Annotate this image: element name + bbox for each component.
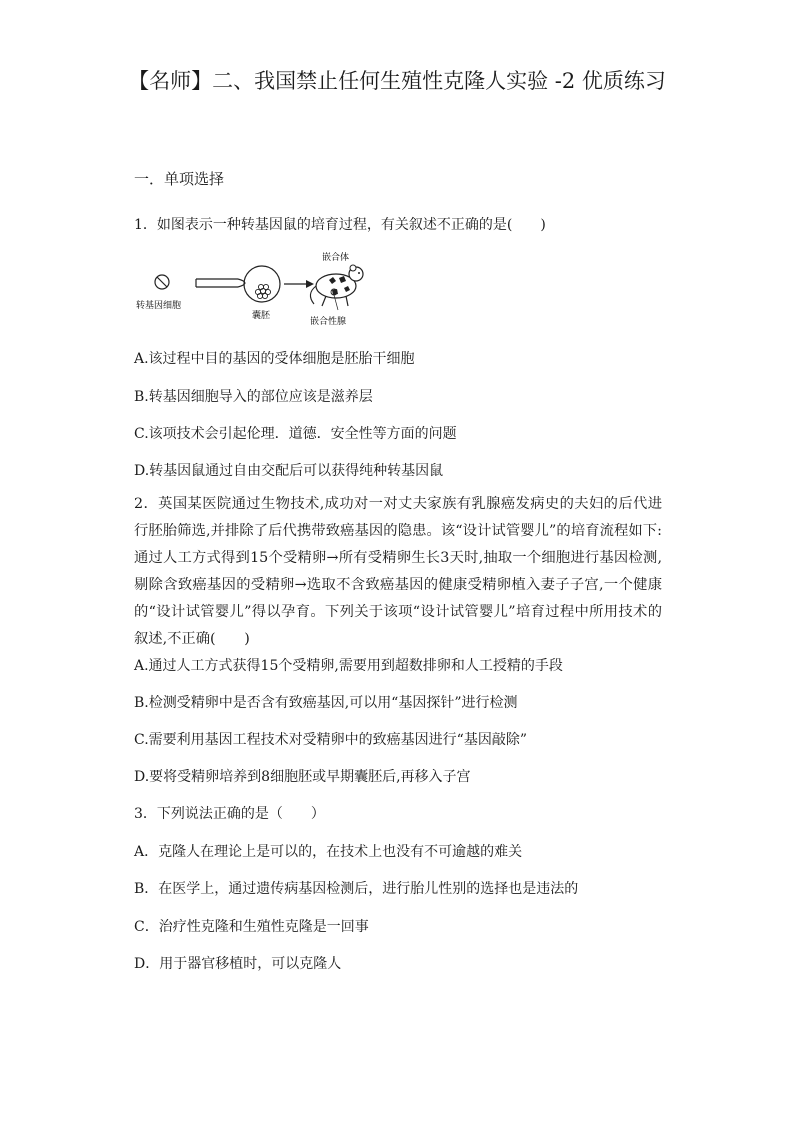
arrow-icon (284, 280, 314, 288)
label-chimera: 嵌合体 (322, 253, 350, 263)
label-blastocyst: 囊胚 (252, 311, 271, 321)
section-heading: 一．单项选择 (134, 170, 225, 188)
q3-option-c: C．治疗性克隆和生殖性克隆是一回事 (134, 919, 369, 935)
q2-option-a: A.通过人工方式获得15个受精卵,需要用到超数排卵和人工授精的手段 (134, 658, 563, 674)
q2-option-b: B.检测受精卵中是否含有致癌基因,可以用“基因探针”进行检测 (134, 695, 518, 711)
blastocyst-icon (244, 266, 280, 302)
pipette-icon (196, 279, 245, 287)
q1-option-c: C.该项技术会引起伦理．道德．安全性等方面的问题 (134, 426, 457, 442)
q3-option-a: A．克隆人在理论上是可以的，在技术上也没有不可逾越的难关 (134, 844, 523, 860)
figure-diagram (134, 244, 374, 334)
q3-option-b: B．在医学上，通过遗传病基因检测后，进行胎儿性别的选择也是违法的 (134, 881, 579, 897)
label-chimeric-gland: 嵌合性腺 (310, 317, 347, 327)
page-title: 【名师】二、我国禁止任何生殖性克隆人实验 -2 优质练习 (128, 69, 666, 93)
q2-stem: 2．英国某医院通过生物技术,成功对一对丈夫家族有乳腺癌发病史的夫妇的后代进行胚胎筛选,并排除了后代携带致癌基因的隐患。该“设计试管婴儿”的培育流程如下:通过人工方式得到15个受精卵→所有受精卵生长3天时,抽取一个细胞进行基因检测,剔除含致癌基因的受精卵→选取不含致癌基因的健康受精卵植入妻子子宫,一个健康的“设计试管婴儿”得以孕育。下列关于该项“设计试管婴儿”培育过程中所用技术的叙述,不正确( ) (134, 496, 662, 647)
q1-option-d: D.转基因鼠通过自由交配后可以获得纯种转基因鼠 (134, 463, 444, 479)
q2-option-c: C.需要利用基因工程技术对受精卵中的致癌基因进行“基因敲除” (134, 732, 527, 748)
q3-option-d: D．用于器官移植时，可以克隆人 (134, 956, 342, 972)
q3-stem: 3．下列说法正确的是（ ） (134, 806, 325, 822)
transgenic-mouse-figure (134, 244, 374, 334)
q1-option-b: B.转基因细胞导入的部位应该是滋养层 (134, 389, 373, 405)
cell-icon (155, 275, 169, 289)
chimera-mouse-icon (310, 265, 363, 310)
q2-option-d: D.要将受精卵培养到8细胞胚或早期囊胚后,再移入子宫 (134, 769, 471, 785)
q1-option-a: A.该过程中目的基因的受体细胞是胚胎干细胞 (134, 351, 415, 367)
q1-stem: 1．如图表示一种转基因鼠的培育过程，有关叙述不正确的是( ) (134, 217, 546, 233)
label-transgenic-cell: 转基因细胞 (136, 301, 182, 311)
